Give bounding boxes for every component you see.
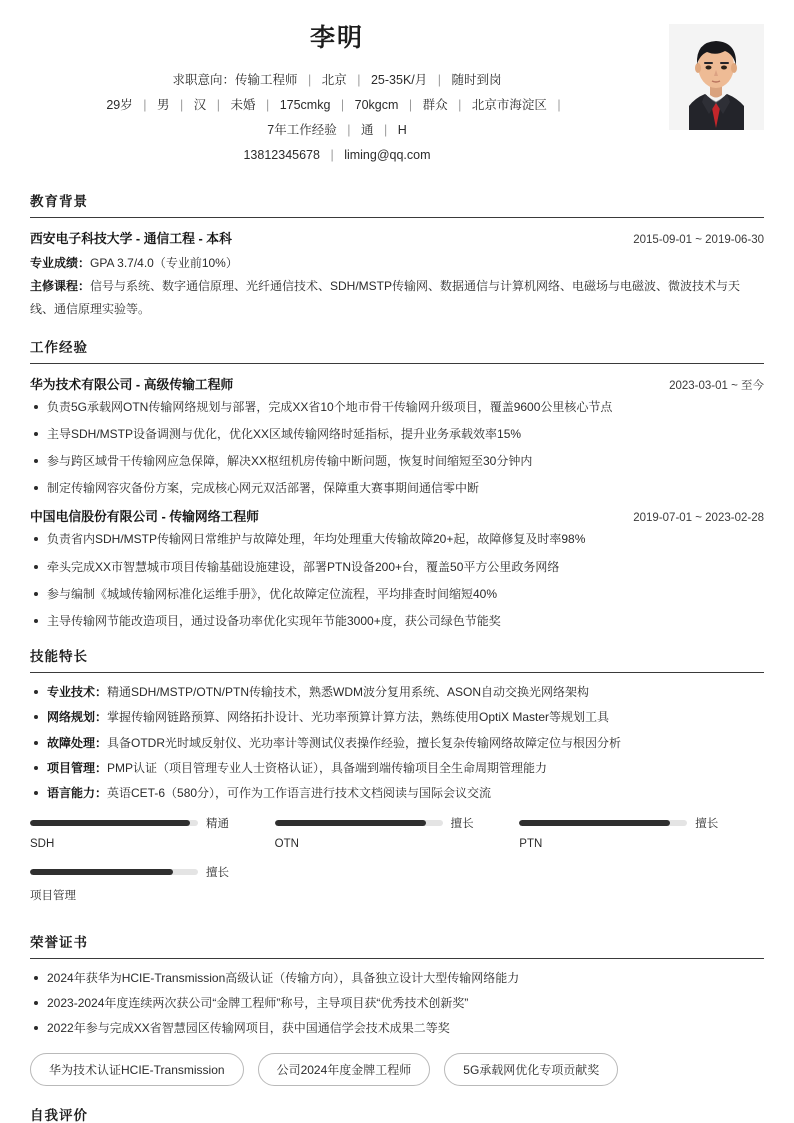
list-item — [30, 784, 764, 803]
skill-bar-level: 精通 — [206, 818, 229, 831]
skill-label: 网络规划： — [47, 710, 108, 725]
education-gpa-row — [30, 252, 764, 275]
skill-bar-item — [30, 815, 275, 850]
divider: | — [216, 97, 220, 112]
skill-bar-row — [30, 815, 259, 831]
divider: | — [340, 97, 345, 112]
skill-bar-level: 擅长 — [695, 818, 719, 831]
skills-bullet-list — [30, 683, 764, 803]
section-title-self-evaluation: 自我评价 — [30, 1104, 764, 1123]
skill-bar-row — [30, 864, 259, 880]
section-self-evaluation — [30, 1104, 764, 1123]
intent-availability: 随时到岗 — [451, 72, 502, 87]
skill-bar-item — [30, 864, 275, 903]
education-entry-head — [30, 228, 764, 247]
job-intent-line — [30, 68, 644, 93]
info-age: 29岁 — [106, 97, 133, 112]
divider: | — [408, 97, 413, 112]
work-bullet-list — [30, 530, 764, 631]
resume-header — [30, 20, 764, 176]
resume-sheet — [8, 0, 786, 1123]
section-skills — [30, 645, 764, 917]
list-item — [30, 683, 764, 702]
info-extra-2: H — [397, 122, 407, 137]
skill-bar-item — [275, 815, 520, 850]
list-item: 主导SDH/MSTP设备调测与优化，优化XX区域传输网络时延指标，提升业务承载效率15% — [30, 425, 764, 444]
list-item: 负责5G承载网OTN传输网络规划与部署，完成XX省10个地市骨干传输网升级项目，覆盖9600公里核心节点 — [30, 398, 764, 417]
section-title-education: 教育背景 — [30, 190, 764, 218]
section-title-skills: 技能特长 — [30, 645, 764, 673]
education-courses-row — [30, 275, 764, 322]
list-item: 牵头完成XX市智慧城市项目传输基础设施建设，部署PTN设备200+台，覆盖50平方公里政务网络 — [30, 558, 764, 577]
info-marital: 未婚 — [230, 97, 256, 112]
page-title: 李明 — [309, 24, 364, 52]
list-item: 制定传输网容灾备份方案，完成核心网元双活部署，保障重大赛事期间通信零中断 — [30, 479, 764, 498]
list-item: 2022年参与完成XX省智慧园区传输网项目，获中国通信学会技术成果二等奖 — [30, 1019, 764, 1038]
info-years: 7年工作经验 — [267, 122, 337, 137]
info-gender: 男 — [156, 97, 170, 112]
gpa-value: GPA 3.7/4.0（专业前10%） — [90, 255, 238, 270]
contact-line — [30, 143, 644, 168]
intent-salary: 25-35K/月 — [370, 72, 428, 87]
skill-bar-fill — [275, 820, 426, 826]
certificate-tag[interactable]: 华为技术认证HCIE-Transmission — [30, 1053, 244, 1086]
intent-item: 求职意向：传输工程师 — [172, 72, 298, 87]
section-honors — [30, 931, 764, 1086]
basic-info-line — [30, 93, 644, 118]
skill-bar-track — [519, 820, 687, 826]
intent-city: 北京 — [321, 72, 347, 87]
school-name: 西安电子科技大学 - 通信工程 - 本科 — [30, 230, 232, 246]
skill-bar-row — [519, 815, 748, 831]
work-entry-head — [30, 374, 764, 393]
skill-bar-fill — [30, 869, 173, 875]
info-location: 北京市海淀区 — [471, 97, 547, 112]
list-item — [30, 708, 764, 727]
list-item: 参与编制《城域传输网标准化运维手册》，优化故障定位流程，平均排查时间缩短40% — [30, 585, 764, 604]
skill-bar-name: SDH — [30, 838, 55, 851]
certificate-tag[interactable]: 5G承载网优化专项贡献奖 — [444, 1053, 618, 1086]
education-date: 2015-09-01 ~ 2019-06-30 — [633, 233, 764, 246]
certificate-tag[interactable]: 公司2024年度金牌工程师 — [258, 1053, 431, 1086]
skill-bar-level: 擅长 — [450, 818, 474, 831]
portrait-photo-icon — [669, 24, 764, 130]
courses-label: 主修课程： — [30, 278, 91, 293]
skill-label: 项目管理： — [47, 760, 108, 775]
skill-bar-fill — [519, 820, 670, 826]
header-text-block — [30, 20, 764, 168]
list-item: 2024年获华为HCIE-Transmission高级认证（传输方向），具备独立设计大型传输网络能力 — [30, 969, 764, 988]
skill-bar-fill — [30, 820, 190, 826]
skill-label: 专业技术： — [47, 685, 108, 700]
list-item — [30, 734, 764, 753]
skill-bar-level: 擅长 — [206, 867, 229, 880]
skill-bar-name: 项目管理 — [30, 890, 76, 903]
work-date: 2019-07-01 ~ 2023-02-28 — [633, 512, 764, 525]
skill-text: 英语CET-6（580分），可作为工作语言进行技术文档阅读与国际会议交流 — [107, 785, 492, 800]
skill-bar-row — [275, 815, 504, 831]
avatar — [669, 24, 764, 130]
certificate-tag-group — [30, 1053, 764, 1086]
skill-bar-name: PTN — [519, 838, 543, 851]
experience-info-line — [30, 118, 644, 143]
skill-bar-track — [30, 869, 198, 875]
work-entry-head — [30, 506, 764, 525]
courses-value: 信号与系统、数字通信原理、光纤通信技术、SDH/MSTP传输网、数据通信与计算机网络、电磁场与电磁波、微波技术与天线、通信原理实验等。 — [30, 278, 741, 317]
work-entry — [30, 374, 764, 499]
section-title-honors: 荣誉证书 — [30, 931, 764, 959]
divider: | — [308, 72, 312, 87]
list-item — [30, 759, 764, 778]
work-bullet-list — [30, 398, 764, 499]
skill-bar-track — [275, 820, 443, 826]
divider: | — [383, 122, 388, 137]
info-political: 群众 — [422, 97, 448, 112]
email-address[interactable]: liming@qq.com — [344, 147, 431, 162]
divider: | — [437, 72, 441, 87]
list-item: 2023-2024年度连续两次获公司“金牌工程师”称号，主导项目获“优秀技术创新奖” — [30, 994, 764, 1013]
section-work-experience — [30, 336, 764, 632]
info-height: 175cmkg — [279, 97, 331, 112]
company-name: 中国电信股份有限公司 - 传输网络工程师 — [30, 509, 259, 525]
list-item: 主导传输网节能改造项目，通过设备功率优化实现年节能3000+度，获公司绿色节能奖 — [30, 612, 764, 631]
info-extra-1: 通 — [360, 122, 374, 137]
divider: | — [347, 122, 351, 137]
info-ethnicity: 汉 — [193, 97, 207, 112]
skill-text: 具备OTDR光时域反射仪、光功率计等测试仪表操作经验，擅长复杂传输网络故障定位与根因分析 — [107, 735, 622, 750]
divider: | — [179, 97, 184, 112]
divider: | — [265, 97, 270, 112]
gpa-label: 专业成绩： — [30, 255, 91, 270]
section-title-work: 工作经验 — [30, 336, 764, 364]
skill-text: 掌握传输网链路预算、网络拓扑设计、光功率预算计算方法，熟练使用OptiX Master等规划工具 — [107, 710, 610, 725]
skill-bar-track — [30, 820, 198, 826]
divider: | — [357, 72, 361, 87]
info-weight: 70kgcm — [354, 97, 399, 112]
work-date: 2023-03-01 ~ 至今 — [669, 379, 764, 392]
skill-text: PMP认证（项目管理专业人士资格认证），具备端到端传输项目全生命周期管理能力 — [107, 760, 548, 775]
divider: | — [458, 97, 462, 112]
phone-number[interactable]: 13812345678 — [243, 147, 320, 162]
divider: | — [557, 97, 561, 112]
skill-label: 语言能力： — [47, 785, 108, 800]
work-entry — [30, 506, 764, 631]
education-entry — [30, 228, 764, 322]
divider: | — [330, 147, 334, 162]
list-item: 参与跨区域骨干传输网应急保障，解决XX枢纽机房传输中断问题，恢复时间缩短至30分钟内 — [30, 452, 764, 471]
skill-text: 精通SDH/MSTP/OTN/PTN传输技术，熟悉WDM波分复用系统、ASON自动交换光网络架构 — [107, 685, 590, 700]
list-item: 负责省内SDH/MSTP传输网日常维护与故障处理，年均处理重大传输故障20+起，故障修复及时率98% — [30, 530, 764, 549]
skill-label: 故障处理： — [47, 735, 108, 750]
honors-bullet-list — [30, 969, 764, 1039]
company-name: 华为技术有限公司 - 高级传输工程师 — [30, 376, 234, 392]
divider: | — [143, 97, 147, 112]
skill-bar-group — [30, 815, 764, 917]
skill-bar-name: OTN — [274, 838, 299, 851]
skill-bar-item — [519, 815, 764, 850]
section-education — [30, 190, 764, 322]
